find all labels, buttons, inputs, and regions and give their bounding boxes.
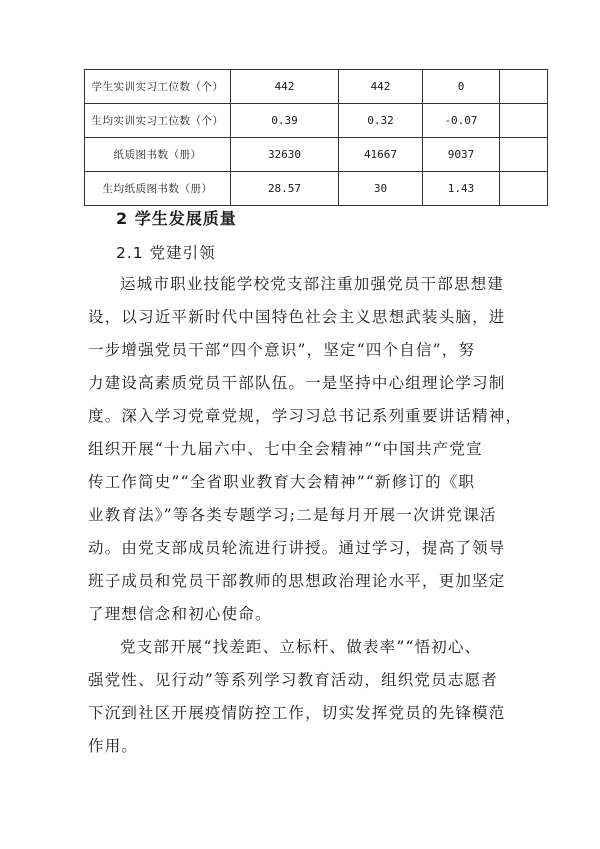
paragraph-line: 强党性、见行动”等系列学习教育活动，组织党员志愿者: [88, 671, 498, 689]
table-cell: [500, 138, 548, 172]
paragraph-line: 作用。: [88, 737, 139, 755]
table-cell: 9037: [423, 138, 500, 172]
table-cell: [500, 172, 548, 206]
row-label: 生均实训实习工位数（个）: [85, 104, 231, 138]
paragraph-line: 运城市职业技能学校党支部注重加强党员干部思想建: [120, 275, 505, 293]
paragraph-party-building: [88, 268, 528, 631]
table-cell: -0.07: [423, 104, 500, 138]
table-cell: 442: [339, 70, 423, 104]
row-label: 生均纸质图书数（册）: [85, 172, 231, 206]
section-heading: 2 学生发展质量: [116, 209, 237, 228]
paragraph-activities: [88, 631, 528, 763]
table-cell: [500, 70, 548, 104]
paragraph-line: 度。深入学习党章党规，学习习总书记系列重要讲话精神，: [88, 407, 523, 425]
table-cell: 442: [231, 70, 339, 104]
paragraph-line: 班子成员和党员干部教师的思想政治理论水平，更加坚定: [88, 572, 506, 590]
table-cell: 41667: [339, 138, 423, 172]
row-label: 学生实训实习工位数（个）: [85, 70, 231, 104]
statistics-table: [84, 69, 548, 206]
paragraph-line: 下沉到社区开展疫情防控工作，切实发挥党员的先锋模范: [88, 704, 506, 722]
table-cell: 32630: [231, 138, 339, 172]
table-cell: [500, 104, 548, 138]
table-cell: 0.32: [339, 104, 423, 138]
paragraph-line: 组织开展“十九届六中、七中全会精神”“中国共产党宣: [88, 440, 483, 458]
table-row: [85, 104, 548, 138]
paragraph-line: 了理想信念和初心使命。: [88, 605, 272, 623]
table-cell: 0.39: [231, 104, 339, 138]
table-row: [85, 70, 548, 104]
table-cell: 30: [339, 172, 423, 206]
table-cell: 1.43: [423, 172, 500, 206]
paragraph-line: 设，以习近平新时代中国特色社会主义思想武装头脑，进: [88, 308, 506, 326]
paragraph-line: 业教育法》”等各类专题学习;二是每月开展一次讲党课活: [88, 506, 497, 524]
paragraph-line: 党支部开展“找差距、立标杆、做表率”“悟初心、: [120, 638, 482, 656]
row-label: 纸质图书数（册）: [85, 138, 231, 172]
paragraph-line: 力建设高素质党员干部队伍。一是坚持中心组理论学习制: [88, 374, 506, 392]
table-row: [85, 172, 548, 206]
table-cell: 28.57: [231, 172, 339, 206]
paragraph-line: 一步增强党员干部“四个意识”，坚定“四个自信”，努: [88, 341, 476, 359]
subsection-heading: 2.1 党建引领: [116, 244, 216, 262]
table-row: [85, 138, 548, 172]
table-cell: 0: [423, 70, 500, 104]
paragraph-line: 传工作简史”“全省职业教育大会精神”“新修订的《职: [88, 473, 476, 491]
paragraph-line: 动。由党支部成员轮流进行讲授。通过学习，提高了领导: [88, 539, 506, 557]
